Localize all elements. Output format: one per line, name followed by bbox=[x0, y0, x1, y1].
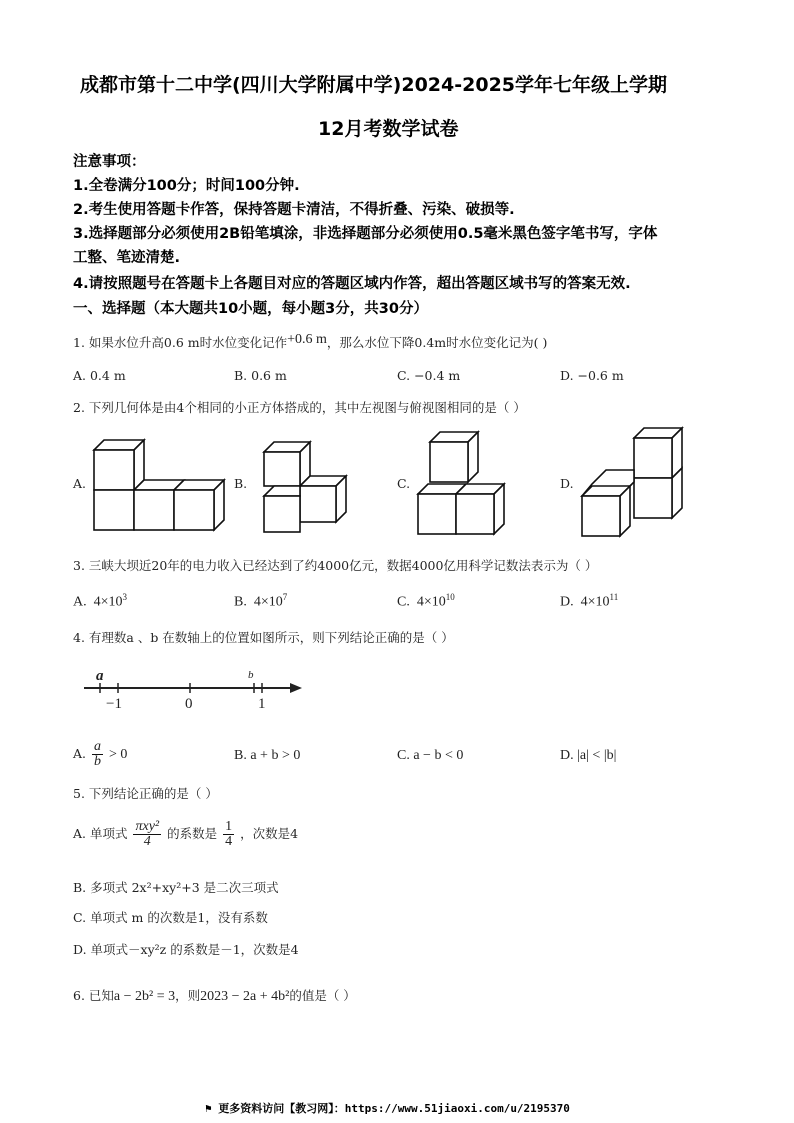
q2-label-b: B. bbox=[234, 476, 248, 491]
footer-link[interactable]: ⚑ 更多资料访问【教习网】：https://www.51jiaoxi.com/u/2195370 bbox=[205, 1102, 570, 1115]
q4-number-line bbox=[80, 664, 310, 714]
q4-option-a: A. $\frac{a}{b}$ > 0 bbox=[73, 739, 128, 769]
q4-option-c: C. a − b < 0 bbox=[397, 748, 464, 763]
number-line-arrow bbox=[290, 683, 302, 693]
q3-stem: 3. 三峡大坝近20年的电力收入已经达到了约4000亿元，数据4000亿用科学记数法表示为（ ） bbox=[73, 558, 598, 573]
q2-figure-a bbox=[88, 432, 228, 532]
q4-stem: 4. 有理数a 、b 在数轴上的位置如图所示，则下列结论正确的是（ ） bbox=[73, 630, 454, 645]
q3-option-a: A. $4\times 10^3$ bbox=[73, 592, 128, 610]
q3-option-d: D. $4\times 10^{11}$ bbox=[560, 592, 619, 610]
q2-figure-c bbox=[414, 428, 524, 540]
q2-label-d: D. bbox=[560, 476, 574, 491]
q2-stem: 2. 下列几何体是由4个相同的小正方体搭成的，其中左视图与俯视图相同的是（ ） bbox=[73, 400, 526, 415]
q1-option-a: A. 0.4 m bbox=[73, 368, 126, 383]
label-a: a bbox=[96, 668, 104, 684]
q5-option-d: D. 单项式－xy²z 的系数是－1，次数是4 bbox=[73, 942, 299, 957]
exam-title-line1: 成都市第十二中学(四川大学附属中学)2024-2025学年七年级上学期 bbox=[80, 74, 668, 96]
q1-stem: 1. 如果水位升高0.6 m时水位变化记作+0.6 m，那么水位下降0.4m时水位变化记为( ) bbox=[73, 332, 548, 350]
q2-figure-d bbox=[578, 426, 694, 542]
q6-stem: 6. 已知a − 2b² = 3，则2023 − 2a + 4b²的值是（ ） bbox=[73, 988, 356, 1004]
q3-option-c: C. $4\times 10^{10}$ bbox=[397, 592, 455, 610]
notes-item-3-cont: 工整、笔迹清楚. bbox=[73, 250, 181, 266]
notes-heading: 注意事项： bbox=[73, 154, 146, 170]
notes-item-1: 1.全卷满分100分；时间100分钟. bbox=[73, 178, 300, 194]
label-minus1: −1 bbox=[106, 696, 122, 712]
q5-option-a: A. 单项式 $\frac{\text{πxy²}}{4}$ 的系数是 $\frac{1}{4}$ ，次数是4 bbox=[73, 819, 299, 849]
section1-heading: 一、选择题（本大题共10小题，每小题3分，共30分） bbox=[73, 301, 428, 317]
q1-option-b: B. 0.6 m bbox=[234, 368, 287, 383]
q2-label-a: A. bbox=[73, 476, 87, 491]
q2-figure-b bbox=[258, 436, 358, 536]
q4-option-d: D. |a| < |b| bbox=[560, 748, 617, 763]
q3-option-b: B. $4\times 10^7$ bbox=[234, 592, 288, 610]
label-one: 1 bbox=[258, 696, 266, 712]
notes-item-4: 4.请按照题号在答题卡上各题目对应的答题区域内作答，超出答题区域书写的答案无效. bbox=[73, 276, 631, 292]
q1-option-d: D. −0.6 m bbox=[560, 368, 624, 383]
notes-item-3: 3.选择题部分必须使用2B铅笔填涂，非选择题部分必须使用0.5毫米黑色签字笔书写，字体 bbox=[73, 226, 658, 242]
q1-option-c: C. −0.4 m bbox=[397, 368, 461, 383]
q4-option-b: B. a + b > 0 bbox=[234, 748, 301, 763]
label-b: b bbox=[248, 669, 254, 681]
q5-stem: 5. 下列结论正确的是（ ） bbox=[73, 786, 218, 801]
q2-label-c: C. bbox=[397, 476, 411, 491]
label-zero: 0 bbox=[185, 696, 193, 712]
q5-option-c: C. 单项式 m 的次数是1，没有系数 bbox=[73, 910, 268, 925]
exam-title-line2: 12月考数学试卷 bbox=[318, 118, 459, 140]
q5-option-b: B. 多项式 2x²+xy²+3 是二次三项式 bbox=[73, 880, 279, 895]
notes-item-2: 2.考生使用答题卡作答，保持答题卡清洁，不得折叠、污染、破损等. bbox=[73, 202, 515, 218]
flag-icon: ⚑ bbox=[205, 1102, 212, 1115]
